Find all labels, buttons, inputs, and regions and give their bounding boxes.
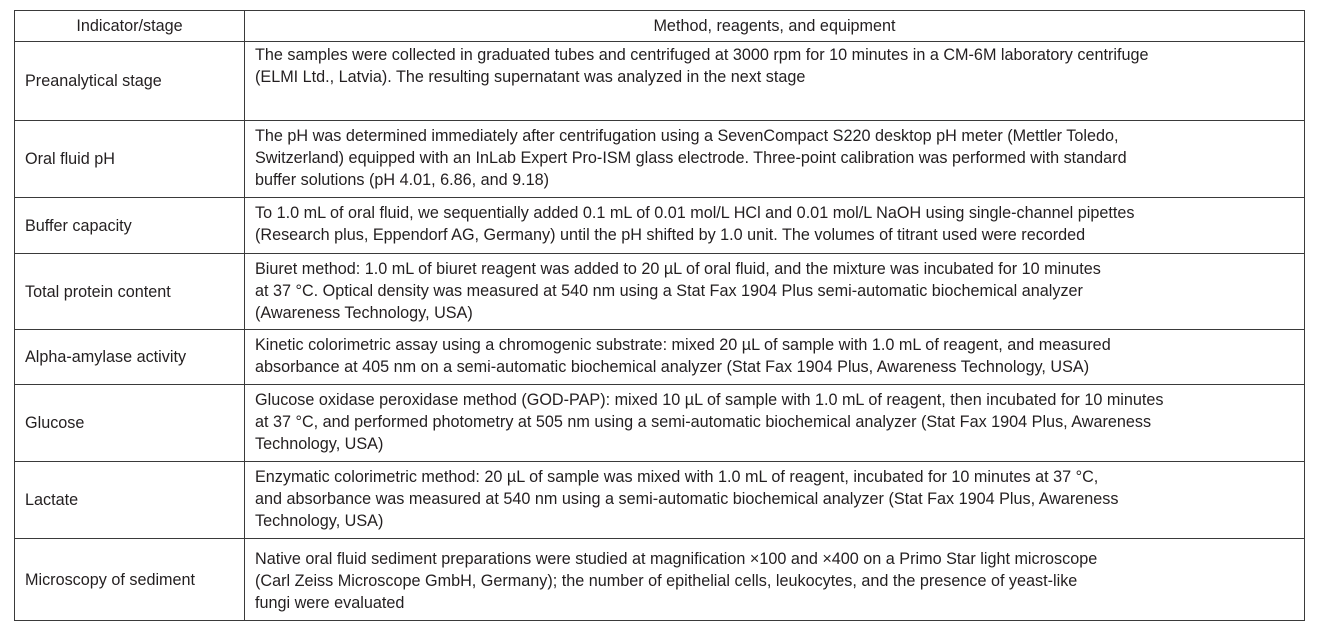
table-row	[15, 462, 1305, 539]
indicator-cell: Oral fluid pH	[15, 121, 245, 198]
table-row	[15, 42, 1305, 121]
method-line: (Awareness Technology, USA)	[255, 304, 473, 322]
method-cell	[245, 254, 1305, 330]
indicator-cell: Buffer capacity	[15, 198, 245, 254]
column-header-method: Method, reagents, and equipment	[245, 11, 1305, 42]
method-cell	[245, 539, 1305, 621]
method-line: Kinetic colorimetric assay using a chromogenic substrate: mixed 20 µL of sample with 1.0 mL of reagent, and measured	[255, 336, 1111, 354]
method-line: The samples were collected in graduated tubes and centrifuged at 3000 rpm for 10 minutes in a CM-6M laboratory centrifuge	[255, 46, 1149, 64]
table-row	[15, 385, 1305, 462]
method-cell	[245, 330, 1305, 385]
table-row	[15, 254, 1305, 330]
table-row	[15, 539, 1305, 621]
method-cell	[245, 121, 1305, 198]
method-line: and absorbance was measured at 540 nm using a semi-automatic biochemical analyzer (Stat Fax 1904 Plus, Awareness	[255, 490, 1119, 508]
table-row	[15, 330, 1305, 385]
method-line: The pH was determined immediately after centrifugation using a SevenCompact S220 desktop pH meter (Mettler Toledo,	[255, 127, 1119, 145]
method-line: (Research plus, Eppendorf AG, Germany) until the pH shifted by 1.0 unit. The volumes of titrant used were recorded	[255, 226, 1086, 244]
method-line: buffer solutions (pH 4.01, 6.86, and 9.18)	[255, 171, 549, 189]
method-line: at 37 °C, and performed photometry at 505 nm using a semi-automatic biochemical analyzer (Stat Fax 1904 Plus, Awareness	[255, 413, 1152, 431]
method-line: Switzerland) equipped with an InLab Expert Pro-ISM glass electrode. Three-point calibration was performed with standard	[255, 149, 1127, 167]
method-line: Biuret method: 1.0 mL of biuret reagent was added to 20 µL of oral fluid, and the mixture was incubated for 10 minutes	[255, 260, 1101, 278]
method-line: Technology, USA)	[255, 435, 384, 453]
method-line: fungi were evaluated	[255, 594, 405, 612]
method-cell	[245, 385, 1305, 462]
method-line: Glucose oxidase peroxidase method (GOD-PAP): mixed 10 µL of sample with 1.0 mL of reagent, then incubated for 10 minutes	[255, 391, 1164, 409]
indicator-cell: Glucose	[15, 385, 245, 462]
method-line: Technology, USA)	[255, 512, 384, 530]
method-line: absorbance at 405 nm on a semi-automatic biochemical analyzer (Stat Fax 1904 Plus, Awareness Technology, USA)	[255, 358, 1090, 376]
column-header-indicator: Indicator/stage	[15, 11, 245, 42]
methods-table	[14, 10, 1305, 621]
indicator-cell: Microscopy of sediment	[15, 539, 245, 621]
method-line: Native oral fluid sediment preparations were studied at magnification ×100 and ×400 on a Primo Star light microscope	[255, 550, 1098, 568]
indicator-cell: Total protein content	[15, 254, 245, 330]
method-cell	[245, 462, 1305, 539]
method-cell	[245, 198, 1305, 254]
indicator-cell: Preanalytical stage	[15, 42, 245, 121]
table-row	[15, 121, 1305, 198]
table-row	[15, 198, 1305, 254]
indicator-cell: Lactate	[15, 462, 245, 539]
indicator-cell: Alpha-amylase activity	[15, 330, 245, 385]
method-line: Enzymatic colorimetric method: 20 µL of sample was mixed with 1.0 mL of reagent, incubated for 10 minutes at 37 °C,	[255, 468, 1099, 486]
method-cell	[245, 42, 1305, 121]
method-line: (Carl Zeiss Microscope GmbH, Germany); the number of epithelial cells, leukocytes, and the presence of yeast-like	[255, 572, 1078, 590]
method-line: (ELMI Ltd., Latvia). The resulting supernatant was analyzed in the next stage	[255, 68, 806, 86]
method-line: To 1.0 mL of oral fluid, we sequentially added 0.1 mL of 0.01 mol/L HCl and 0.01 mol/L NaOH using single-channel pipettes	[255, 204, 1135, 222]
table-header-row	[15, 11, 1305, 42]
method-line: at 37 °C. Optical density was measured at 540 nm using a Stat Fax 1904 Plus semi-automatic biochemical analyzer	[255, 282, 1083, 300]
